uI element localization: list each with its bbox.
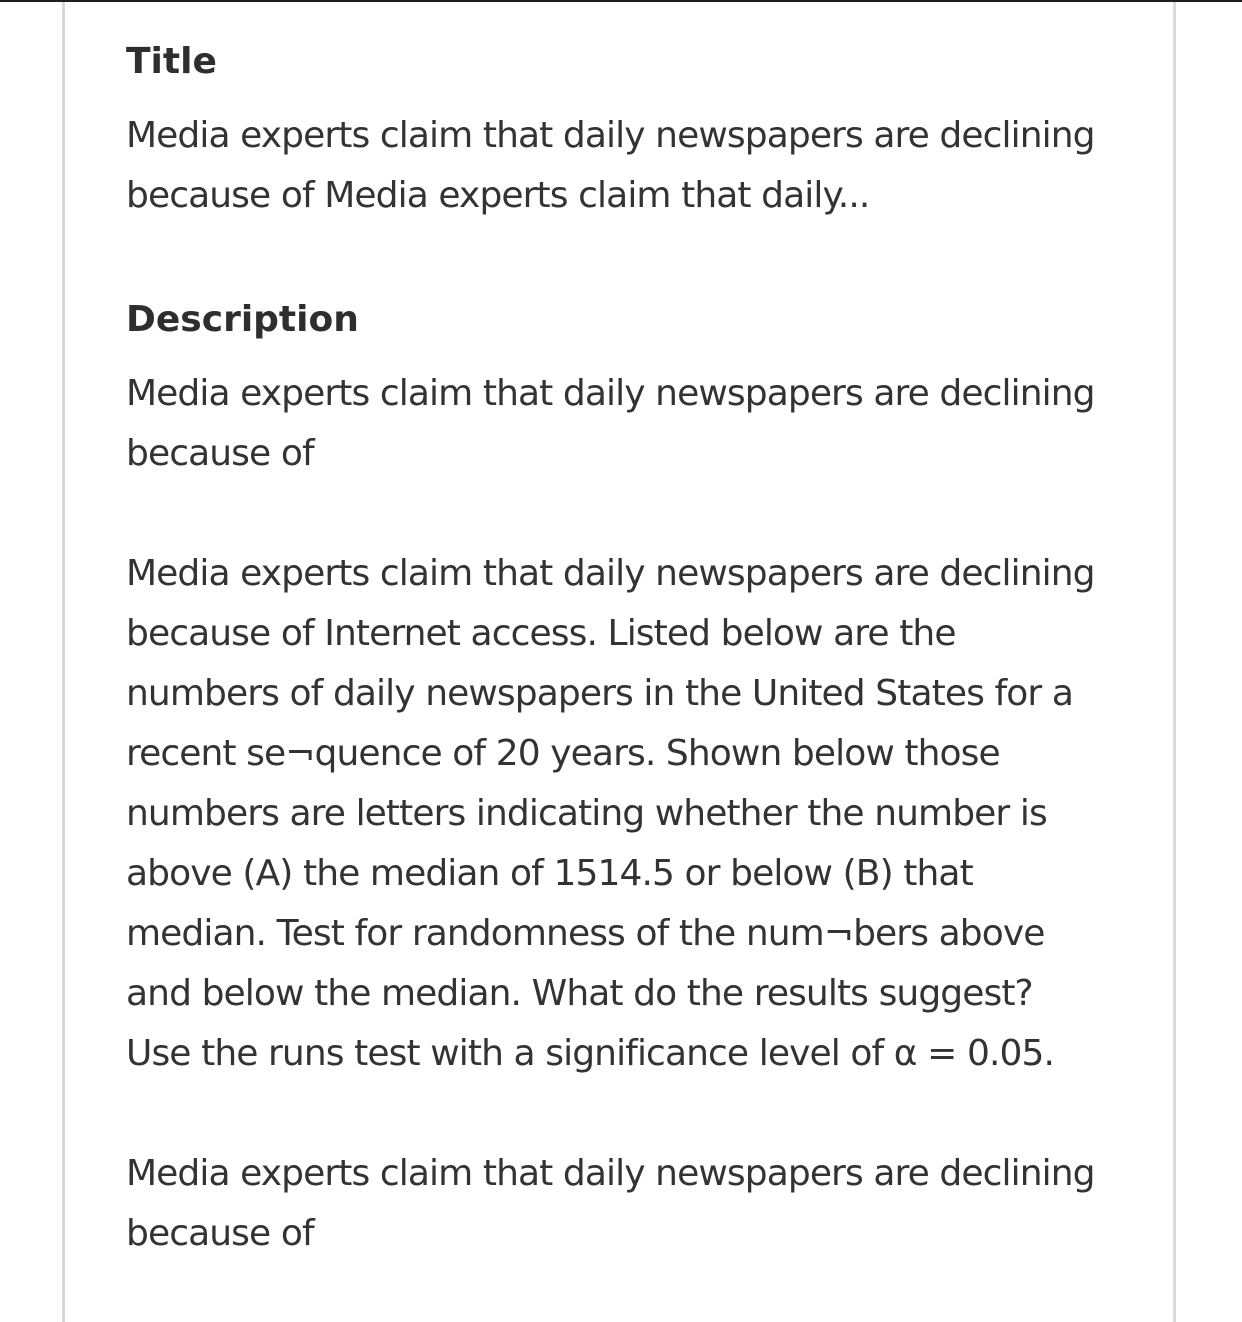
description-line: numbers are letters indicating whether the number is bbox=[126, 793, 1047, 834]
description-line: numbers of daily newspapers in the United States for a bbox=[126, 673, 1073, 714]
description-line: Media experts claim that daily newspapers are declining bbox=[126, 373, 1095, 414]
title-heading: Title bbox=[126, 41, 217, 82]
description-paragraph bbox=[126, 544, 1156, 1084]
description-line: above (A) the median of 1514.5 or below (B) that bbox=[126, 853, 973, 894]
title-line: because of Media experts claim that daily... bbox=[126, 175, 870, 216]
description-line: and below the median. What do the results suggest? bbox=[126, 973, 1033, 1014]
description-paragraph bbox=[126, 364, 1156, 484]
description-paragraph bbox=[126, 1144, 1156, 1264]
description-line: Media experts claim that daily newspapers are declining bbox=[126, 1153, 1095, 1194]
description-line: because of Internet access. Listed below are the bbox=[126, 613, 956, 654]
description-line: median. Test for randomness of the num¬bers above bbox=[126, 913, 1045, 954]
description-line: because of bbox=[126, 1213, 314, 1254]
title-text bbox=[126, 106, 1156, 226]
description-line: recent se¬quence of 20 years. Shown below those bbox=[126, 733, 1000, 774]
description-line: Use the runs test with a significance level of α = 0.05. bbox=[126, 1033, 1055, 1074]
description-heading: Description bbox=[126, 299, 359, 340]
description-line: because of bbox=[126, 433, 314, 474]
description-line: Media experts claim that daily newspapers are declining bbox=[126, 553, 1095, 594]
title-line: Media experts claim that daily newspapers are declining bbox=[126, 115, 1095, 156]
